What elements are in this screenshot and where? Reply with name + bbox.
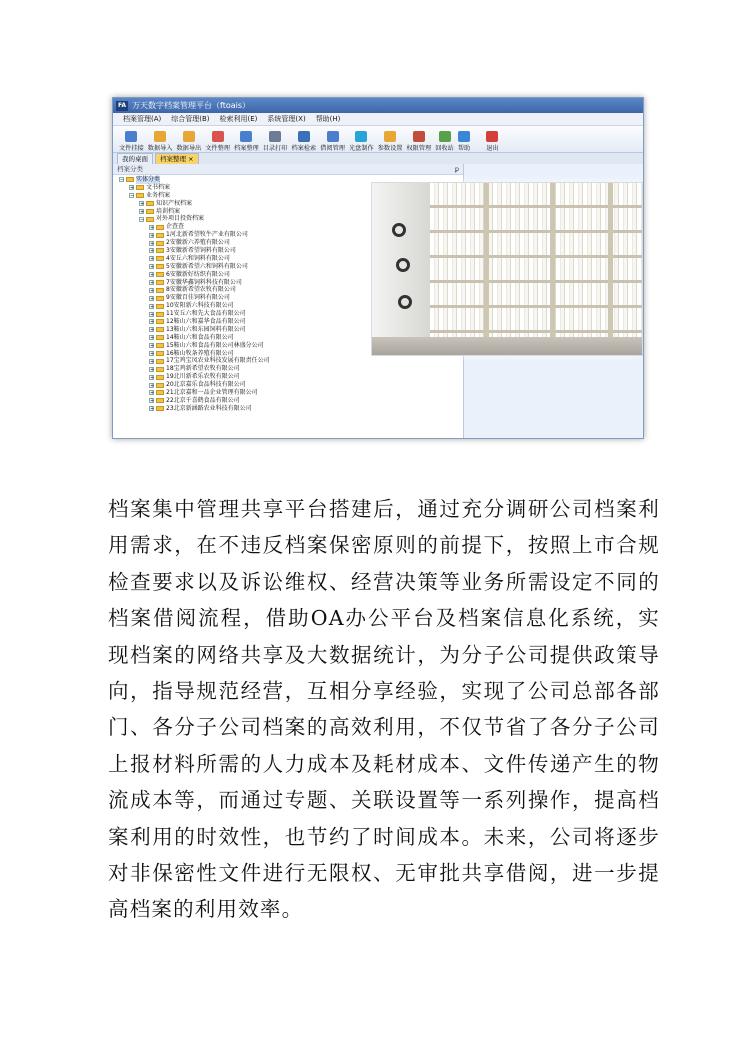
folder-icon: [156, 225, 164, 230]
expand-icon[interactable]: +: [150, 224, 155, 231]
borrow-icon: [327, 131, 339, 142]
exit-icon: [486, 131, 498, 142]
help-icon: [458, 131, 470, 142]
toolbar-button-label: 退出: [486, 145, 499, 152]
archive-shelves-photo: [371, 182, 643, 356]
toolbar-button-label: 数据导出: [176, 145, 202, 152]
toolbar-button[interactable]: [205, 131, 230, 152]
tree-node-label: 知识产权档案: [156, 199, 193, 207]
toolbar-button-label: 参数设置: [377, 145, 403, 152]
toolbar-button[interactable]: [320, 131, 345, 152]
toolbar-button-label: 回收站: [435, 145, 454, 152]
expand-icon[interactable]: +: [150, 240, 155, 247]
toolbar-button[interactable]: [263, 131, 288, 152]
folder-icon: [156, 304, 164, 309]
expand-icon[interactable]: +: [150, 366, 155, 373]
tree-node-label: 14鞍山六和食品有限公司: [166, 333, 234, 341]
folder-icon: [146, 217, 154, 222]
tree-header-title: 档案分类: [117, 165, 143, 173]
collapse-icon[interactable]: −: [140, 216, 145, 223]
tab-my-desktop[interactable]: 我的桌面: [117, 153, 153, 164]
tree-node-label: 15鞍山六和食品有限公司林盛分公司: [166, 341, 264, 349]
folder-icon: [146, 201, 154, 206]
tree-node-label: 13鞍山六和东园饲料有限公司: [166, 325, 246, 333]
tree-node-label: 10安阳新六科技有限公司: [166, 302, 234, 310]
expand-icon[interactable]: +: [150, 303, 155, 310]
toolbar-button[interactable]: [148, 131, 173, 152]
folder-icon: [156, 233, 164, 238]
tree-node[interactable]: [119, 381, 463, 389]
app-title: 万天数字档案管理平台（ftoais）: [132, 101, 251, 110]
tree-node-label: 16鞍山牧条养殖有限公司: [166, 349, 234, 357]
shelf-handwheel: [398, 295, 412, 309]
tree-node-label: 18宝鸡新希望农牧有限公司: [166, 365, 240, 373]
floor: [372, 337, 642, 355]
expand-icon[interactable]: +: [150, 287, 155, 294]
folder-icon: [126, 177, 134, 182]
toolbar-button[interactable]: [378, 131, 403, 152]
folder-icon: [156, 264, 164, 269]
expand-icon[interactable]: +: [150, 358, 155, 365]
tree-node-label: 实体分类: [136, 176, 161, 183]
tree-node-label: 22北京千喜鹤食品有限公司: [166, 396, 240, 404]
folder-icon: [156, 248, 164, 253]
archive-sort-icon: [240, 131, 252, 142]
body-paragraph: 档案集中管理共享平台搭建后，通过充分调研公司档案利用需求，在不违反档案保密原则的前提下，按照上市合规检查要求以及诉讼维权、经营决策等业务所需设定不同的档案借阅流程，借助OA办公平台及档案信息化系统，实现档案的网络共享及大数据统计，为分子公司提供政策导向，指导规范经营，互相分享经验，实现了公司总部各部门、各分子公司档案的高效利用，不仅节省了各分子公司上报材料所需的人力成本及耗材成本、文件传递产生的物流成本等，而通过专题、关联设置等一系列操作，提高档案利用的时效性，也节约了时间成本。未来，公司将逐步对非保密性文件进行无限权、无审批共享借阅，进一步提高档案的利用效率。: [108, 497, 660, 922]
menu-general[interactable]: 综合管理(B): [171, 115, 210, 123]
folder-icon: [156, 359, 164, 364]
expand-icon[interactable]: +: [140, 209, 145, 215]
tree-node-label: 2安徽新六养殖有限公司: [166, 239, 230, 247]
folder-icon: [136, 193, 144, 198]
menu-system[interactable]: 系统管理(X): [267, 115, 306, 123]
expand-icon[interactable]: +: [150, 311, 155, 318]
tree-node-label: 7安徽华鑫饲料科技有限公司: [166, 278, 242, 286]
toolbar-button-label: 目录打印: [262, 145, 288, 152]
tree-node-label: 8安徽新希望农牧有限公司: [166, 286, 236, 294]
print-icon: [269, 131, 281, 142]
folder-icon: [156, 319, 164, 324]
settings-icon: [384, 131, 396, 142]
tree-node-label: 5安徽新希望六和饲料有限公司: [166, 262, 248, 270]
archive-software-screenshot: [112, 97, 644, 439]
toolbar-button-label: 帮助: [457, 145, 471, 152]
search-icon: [298, 131, 310, 142]
tree-node[interactable]: [119, 373, 463, 381]
toolbar-button-label: 借阅管理: [320, 145, 345, 152]
folder-icon: [156, 390, 164, 395]
expand-icon[interactable]: +: [150, 248, 155, 255]
expand-icon[interactable]: +: [150, 390, 155, 397]
tree-node-label: 17宝鸡宝凤农业科技发展有限责任公司: [166, 357, 270, 365]
folder-icon: [156, 351, 164, 356]
toolbar: [113, 126, 643, 153]
tree-node-label: 21北京嘉和一品企业管理有限公司: [166, 389, 258, 397]
collapse-icon[interactable]: −: [130, 193, 135, 200]
app-logo: FA: [118, 101, 127, 109]
expand-icon[interactable]: +: [150, 335, 155, 342]
expand-icon[interactable]: +: [150, 398, 155, 405]
tree-node-label: 3安徽新希望饲料有限公司: [166, 247, 236, 255]
import-icon: [154, 131, 166, 142]
folder-icon: [156, 241, 164, 246]
tree-node-label: 23北京新涵路农业科技有限公司: [166, 404, 252, 412]
disc-icon: [355, 131, 367, 142]
folder-icon: [156, 272, 164, 277]
tree-node[interactable]: [119, 389, 463, 397]
folder-icon: [156, 406, 164, 411]
folder-icon: [156, 375, 164, 380]
tab-archive-sort[interactable]: 档案整理 ×: [155, 153, 199, 164]
expand-icon[interactable]: +: [150, 351, 155, 358]
toolbar-button[interactable]: [177, 131, 202, 152]
file-sort-icon: [212, 131, 224, 142]
menu-archive[interactable]: 档案管理(A): [123, 115, 162, 123]
toolbar-button-label: 权限管理: [406, 145, 432, 152]
expand-icon[interactable]: +: [150, 280, 155, 287]
toolbar-button-label: 数据导入: [147, 145, 173, 152]
expand-icon[interactable]: +: [150, 327, 155, 334]
export-icon: [183, 131, 195, 142]
expand-icon[interactable]: +: [150, 343, 155, 350]
collapse-icon[interactable]: −: [120, 177, 125, 184]
folder-icon: [146, 209, 154, 214]
tree-node-label: 9安徽百佳饲料有限公司: [166, 294, 230, 302]
toolbar-button[interactable]: [234, 131, 259, 152]
expand-icon[interactable]: +: [150, 374, 155, 381]
recycle-bin-icon: [439, 131, 451, 142]
toolbar-button-label: 文件整理: [205, 145, 230, 152]
toolbar-button[interactable]: [119, 131, 144, 152]
tree-node-label: 培训档案: [156, 207, 181, 215]
expand-icon[interactable]: +: [150, 272, 155, 279]
expand-icon[interactable]: +: [130, 185, 135, 192]
folder-icon: [156, 312, 164, 317]
folder-icon: [156, 398, 164, 403]
tree-node[interactable]: [119, 405, 463, 413]
toolbar-button[interactable]: [292, 131, 317, 152]
shelf-upright: [550, 183, 555, 355]
folder-icon: [156, 280, 164, 285]
folder-icon: [156, 383, 164, 388]
folder-icon: [156, 367, 164, 372]
toolbar-button-label: 文件挂接: [119, 145, 144, 152]
expand-icon[interactable]: +: [150, 382, 155, 389]
tree-header: [113, 164, 463, 175]
tree-node-label: 12鞍山六和嘉华食品有限公司: [166, 318, 246, 326]
expand-icon[interactable]: +: [150, 406, 155, 413]
attach-icon: [125, 131, 137, 142]
expand-icon[interactable]: +: [150, 264, 155, 271]
menu-bar: [113, 113, 643, 126]
tree-node-label: 6安徽新好纺织有限公司: [166, 270, 230, 278]
tree-node-label: 1河北新希望牧牛产业有限公司: [166, 231, 248, 239]
folder-icon: [156, 256, 164, 261]
tree-node-label: 对外项目投资档案: [156, 215, 205, 223]
expand-icon[interactable]: +: [150, 232, 155, 239]
menu-search[interactable]: 检索利用(E): [219, 115, 258, 123]
shelf-upright: [608, 183, 613, 355]
toolbar-button[interactable]: [458, 131, 470, 152]
toolbar-button[interactable]: [435, 131, 454, 152]
folder-icon: [136, 185, 144, 190]
tree-node-label: 11安丘六和先大食品有限公司: [166, 310, 246, 318]
folder-icon: [156, 343, 164, 348]
tree-node-label: 业务档案: [146, 191, 171, 199]
toolbar-button[interactable]: [407, 131, 432, 152]
expand-icon[interactable]: +: [150, 256, 155, 263]
folder-icon: [156, 296, 164, 301]
toolbar-button-label: 档案整理: [234, 145, 259, 152]
permission-icon: [413, 131, 425, 142]
shelf-upright: [484, 183, 489, 355]
tree-node[interactable]: [119, 397, 463, 405]
toolbar-button[interactable]: [349, 131, 374, 152]
menu-help[interactable]: 帮助(H): [315, 115, 341, 123]
expand-icon[interactable]: +: [150, 295, 155, 302]
toolbar-button[interactable]: [486, 131, 498, 152]
tree-node-label: 企查查: [166, 223, 185, 231]
tree-node-label: 4安丘六和饲料有限公司: [166, 254, 230, 262]
pin-icon[interactable]: ꝑ: [454, 165, 459, 173]
shelf-handwheel: [392, 223, 406, 237]
tree-node-label: 19北川新希乐农牧有限公司: [166, 373, 240, 381]
toolbar-button-label: 光盘制作: [349, 145, 374, 152]
tree-node-label: 文书档案: [146, 183, 171, 191]
window-titlebar: [113, 98, 643, 113]
expand-icon[interactable]: +: [140, 201, 145, 208]
folder-icon: [156, 288, 164, 293]
toolbar-button-label: 档案检索: [291, 145, 317, 152]
folder-icon: [156, 327, 164, 332]
tree-node-label: 20北京嘉乐食品科技有限公司: [166, 381, 246, 389]
expand-icon[interactable]: +: [150, 319, 155, 326]
shelf-handwheel: [396, 258, 410, 272]
folder-icon: [156, 335, 164, 340]
